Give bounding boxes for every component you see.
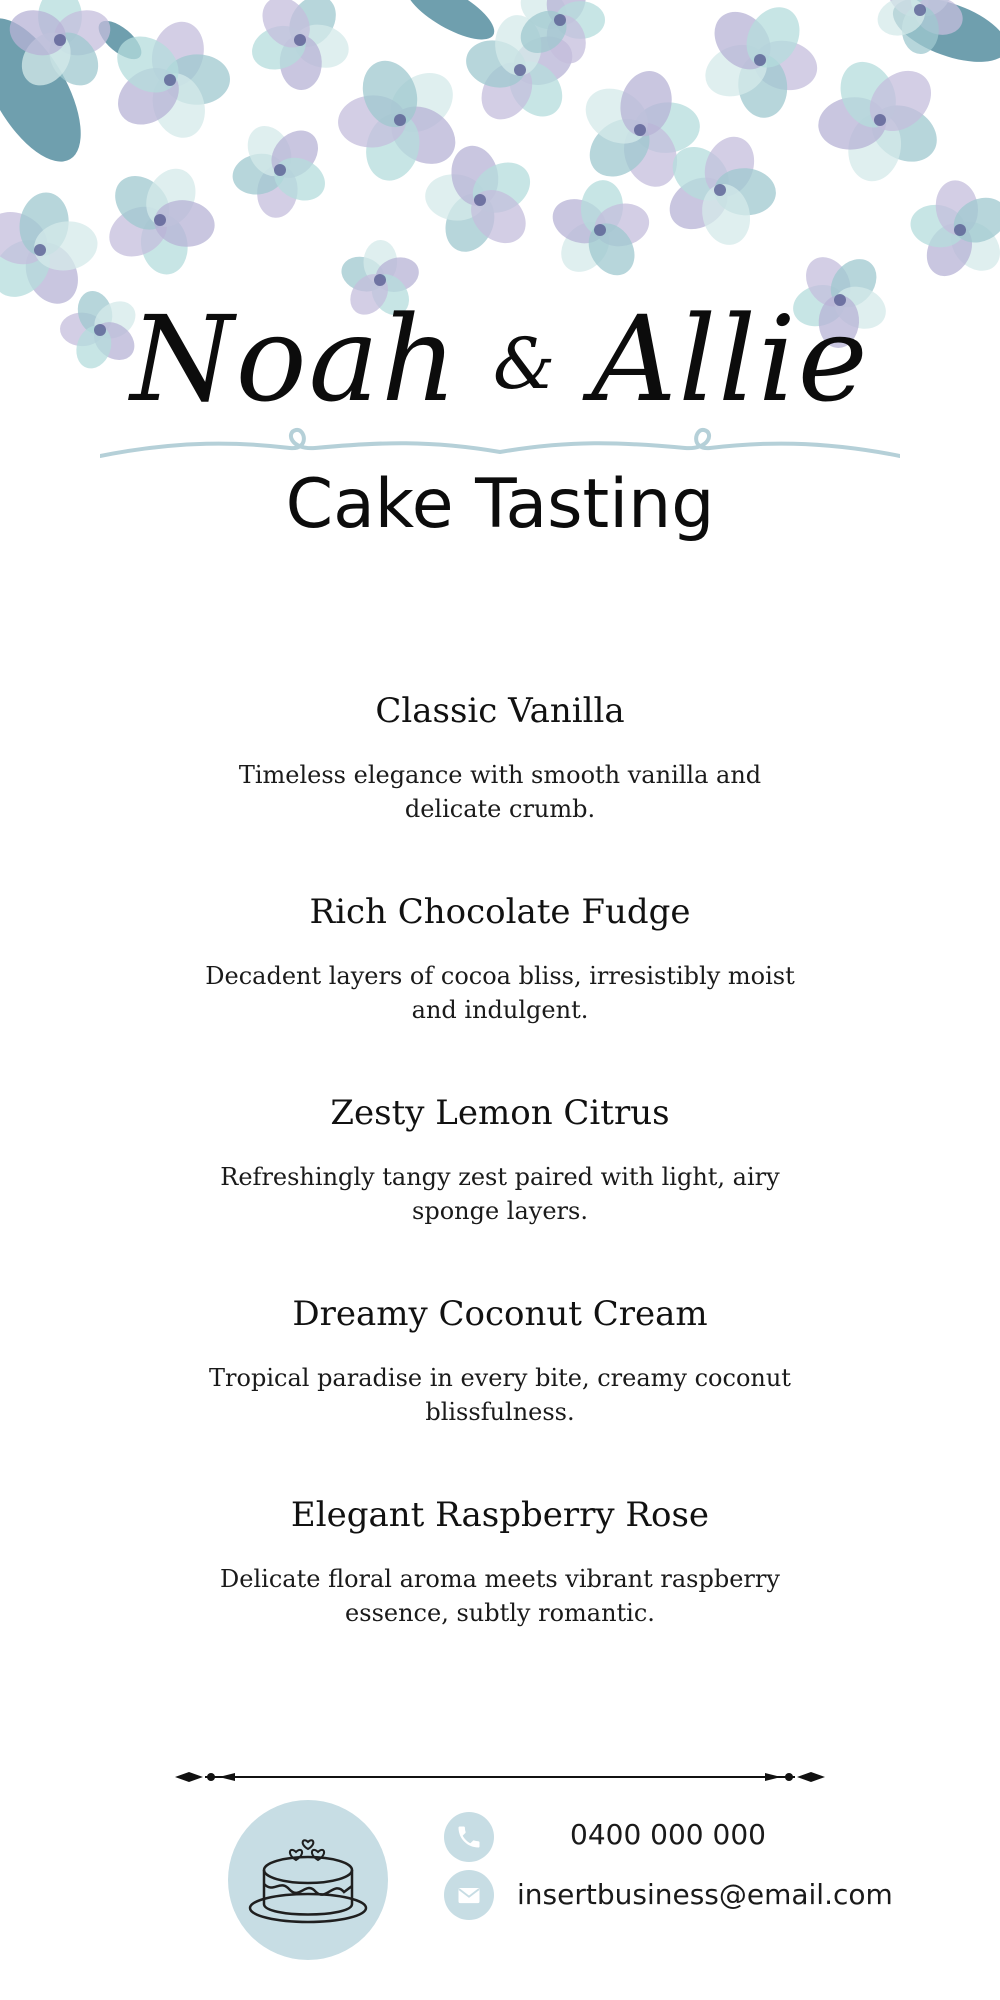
phone-icon — [455, 1823, 483, 1851]
flavor-menu — [0, 688, 1000, 1693]
couple-names — [0, 290, 1000, 428]
flavor-description: Delicate floral aroma meets vibrant raspberry essence, subtly romantic. — [220, 1565, 780, 1627]
phone-number[interactable]: 0400 000 000 — [570, 1818, 766, 1851]
flower — [101, 160, 218, 278]
flower — [697, 0, 822, 120]
flavor-name: Classic Vanilla — [375, 691, 625, 731]
page-title: Cake Tasting — [285, 465, 715, 544]
ampersand: & — [493, 323, 558, 405]
flower — [229, 118, 332, 220]
flavor-item — [0, 889, 1000, 1090]
groom-name: Noah — [130, 290, 460, 428]
flavor-item — [0, 688, 1000, 889]
flavor-name: Rich Chocolate Fudge — [309, 892, 691, 932]
email-address[interactable]: insertbusiness@email.com — [517, 1878, 893, 1911]
email-icon-badge — [444, 1870, 494, 1920]
bride-name: Allie — [591, 290, 870, 428]
flavor-name: Zesty Lemon Citrus — [330, 1093, 670, 1133]
flavor-description: Refreshingly tangy zest paired with light, airy sponge layers. — [220, 1163, 780, 1225]
flavor-item — [0, 1291, 1000, 1492]
flavor-description: Tropical paradise in every bite, creamy coconut blissfulness. — [209, 1364, 791, 1426]
flavor-name: Dreamy Coconut Cream — [292, 1294, 708, 1334]
flower — [546, 178, 654, 283]
phone-icon-badge — [444, 1812, 494, 1862]
flavor-description: Decadent layers of cocoa bliss, irresistibly moist and indulgent. — [205, 962, 795, 1024]
ornamental-divider — [175, 1765, 825, 1789]
flavor-name: Elegant Raspberry Rose — [290, 1495, 710, 1535]
flower — [246, 0, 354, 91]
mail-icon — [455, 1881, 483, 1909]
flower — [907, 178, 1000, 284]
cake-badge — [228, 1800, 388, 1960]
flavor-item — [0, 1090, 1000, 1291]
flower — [815, 53, 947, 186]
swirl-flourish — [100, 420, 900, 470]
flavor-description: Timeless elegance with smooth vanilla and delicate crumb. — [238, 761, 762, 823]
flower — [337, 53, 466, 187]
cake-icon — [228, 1800, 388, 1960]
flavor-item — [0, 1492, 1000, 1693]
